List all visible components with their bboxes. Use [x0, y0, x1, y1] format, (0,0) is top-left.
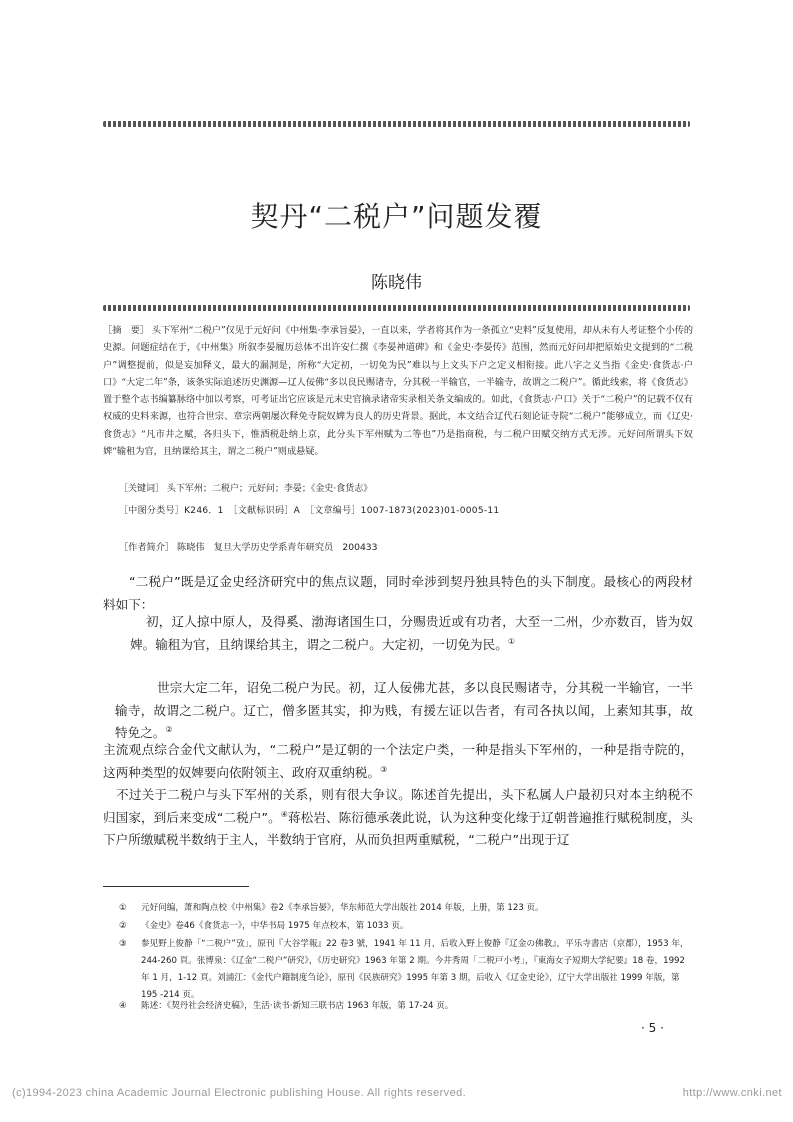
- bio-text: 陈晓伟 复旦大学历史学系青年研究员 200433: [177, 542, 378, 553]
- footnote-ref-1[interactable]: ①: [507, 636, 515, 646]
- footnote-mark: ②: [119, 921, 127, 931]
- author-bio: [119, 539, 693, 553]
- body-paragraph-2: [103, 739, 693, 784]
- footnote-ref-3[interactable]: ③: [380, 764, 388, 774]
- quote-2-text: 世宗大定二年，诏免二税户为民。初，辽人佞佛尤甚，多以良民赐诸寺，分其税一半输官，一半输寺，故谓之二税户。辽亡，僧多匿其实，抑为贱，有援左证以告者，有司各执以闻，上素知其事，故特免之。: [115, 680, 693, 740]
- copyright-text: (c)1994-2023 china Academic Journal Electronic publishing House. All rights reserved.: [12, 1087, 467, 1099]
- footnote: [119, 998, 693, 1015]
- block-quote-2: [115, 677, 693, 745]
- bio-label: ［作者简介］: [119, 542, 175, 553]
- footnote-mark: ①: [119, 903, 127, 913]
- paragraph-3-text-b: 蒋松岩、陈衍德承袭此说，认为这种变化缘于辽朝普遍推行赋税制度，头下户所缴赋税半数纳于主人，半数纳于官府，从而负担两重赋税，“二税户”出现于辽: [103, 809, 694, 847]
- footnote: [119, 900, 693, 917]
- paragraph-2-text: 主流观点综合金代文献认为，“二税户”是辽朝的一个法定户类，一种是指头下军州的，一种是指寺院的，这两种类型的奴婢要向依附领主、政府双重纳税。: [103, 742, 693, 780]
- footnote-ref-4[interactable]: ④: [280, 809, 288, 819]
- article-title: 契丹“二税户”问题发覆: [250, 200, 543, 233]
- footnote-divider: [103, 886, 249, 887]
- block-quote-1: [130, 611, 693, 656]
- abstract-label: ［摘 要］: [103, 325, 149, 336]
- abstract-text: 头下军州“二税户”仅见于元好问《中州集·李承旨晏》，一直以来，学者将其作为一条孤立“史料”反复使用，却从未有人考证整个小传的史源。问题症结在于，《中州集》所叙李晏履历总体不出许安仁撰《李晏神道碑》和《金史·李晏传》范围，然而元好问却把原始史文提到的“二税户”调整提前，似是妄加释义，最大的漏洞是，所称“大定初，一切免为民”难以与上文头下户之定义相衔接。此八字之义当指《金史·食货志·户口》“大定二年”条，该条实际追述历史渊源—辽人佞佛“多以良民赐诸寺，分其税一半输官，一半输寺，故谓之二税户”。循此线索，将《食货志》置于整个志书编纂脉络中加以考察，可考证出它应该是元末史官摘录诸帝实录相关条文编成的。如此，《食货志·户口》关于“二税户”的记载不仅有权威的史料来源，也符合世宗、章宗两朝屡次释免寺院奴婢为良人的历史背景。据此，本文结合辽代石刻论证寺院“二税户”能够成立，而《辽史·食货志》“凡市井之赋，各归头下，惟酒税赴纳上京，此分头下军州赋为二等也”乃是指商税，与二税户田赋交纳方式无涉。元好问所谓头下奴婢“输租为官，且纳课给其主，谓之二税户”则成悬疑。: [103, 325, 694, 458]
- footnote: [119, 936, 693, 1004]
- footnote-ref-2[interactable]: ②: [165, 724, 173, 734]
- header-wavy-rule: [103, 121, 690, 127]
- keywords: [119, 481, 693, 494]
- footnote-text: 元好问编，萧和陶点校《中州集》卷2《李承旨晏》，华东师范大学出版社 2014 年版，上册，第 123 页。: [141, 903, 544, 913]
- quote-1-text: 初，辽人掠中原人，及得奚、渤海诸国生口，分赐贵近或有功者，大至一二州，少亦数百，皆为奴婢。输租为官，且纳课给其主，谓之二税户。大定初，一切免为民。: [130, 614, 693, 652]
- abstract: [103, 322, 693, 460]
- copyright-footer: [12, 1087, 782, 1099]
- page-number: · 5 ·: [641, 1021, 664, 1035]
- classification-line: ［中图分类号］K246．1 ［文献标识码］A ［文章编号］1007-1873(2023)01-0005-11: [119, 506, 500, 516]
- body-paragraph-1: “二税户”既是辽金史经济研究中的焦点议题，同时牵涉到契丹独具特色的头下制度。最核心的两段材料如下：: [103, 574, 693, 612]
- copyright-url[interactable]: http://www.cnki.net: [682, 1087, 782, 1099]
- footnote-text: 参见野上俊静「“二税户”攷」，原刊『大谷学報』22 卷3 號，1941 年 11 月，后收入野上俊静『辽金の佛教』，平乐寺書店（京都），1953 年，244-260 頁。张博泉：《辽金“二税户”研究》，《历史研究》1963 年第 2 期。今井秀周「二税戸小考」，『東海女子短期大学紀要』18 卷，1992 年 1 月，1-12 頁。刘浦江：《金代户籍制度刍论》，原刊《民族研究》1995 年第 3 期，后收入《辽金史论》，辽宁大学出版社 1999 年版，第 195 -214 页。: [141, 939, 689, 1000]
- article-author: 陈晓伟: [371, 273, 422, 293]
- footnote-text: 陈述：《契丹社会经济史稿》，生活·读书·新知三联书店 1963 年版，第 17-24 页。: [141, 1001, 454, 1011]
- title-wavy-rule: [103, 305, 690, 311]
- footnote-mark: ③: [119, 939, 127, 949]
- keywords-text: 头下军州；二税户；元好问；李晏；《金史·食货志》: [166, 484, 373, 494]
- keywords-label: ［关键词］: [119, 484, 165, 494]
- paragraph-3-text-a: 不过关于二税户与头下军州的关系，则有很大争议。陈述首先提出，头下私属人户最初只对本主纳税不归国家，到后来变成“二税户”。: [103, 787, 693, 825]
- footnote-text: 《金史》卷46《食货志一》，中华书局 1975 年点校本，第 1033 页。: [141, 921, 409, 931]
- footnote-mark: ④: [119, 1001, 127, 1011]
- footnote: [119, 918, 693, 935]
- body-paragraph-3: [103, 784, 693, 852]
